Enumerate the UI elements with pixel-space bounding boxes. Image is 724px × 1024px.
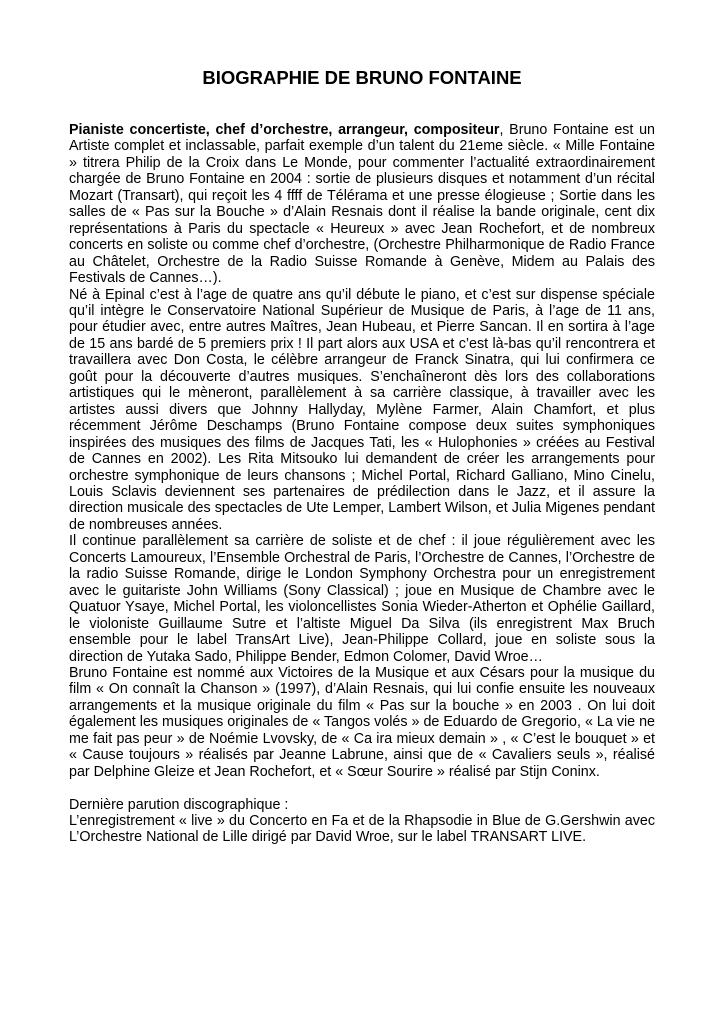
page-title: BIOGRAPHIE DE BRUNO FONTAINE [202, 67, 522, 88]
paragraph-soloist-career: Il continue parallèlement sa carrière de soliste et de chef : il joue régulièrement avec les Concerts Lamoureux, l’Ensemble Orchestral de Paris, l’Orchestre de Cannes, l’Orchestre de la radio Suisse Romande, dirige le London Symphony Orchestra pour un enregistrement avec le guitariste John Williams (Sony Classical) ; joue en Musique de Chambre avec le Quatuor Ysaye, Michel Portal, les violoncellistes Sonia Wieder-Atherton et Ophélie Gaillard, le violoniste Guillaume Sutre et l’altiste Miguel Da Silva (ils enregistrent Max Bruch ensemble pour le label TransArt Live), Jean-Philippe Collard, joue en soliste sous la direction de Yutaka Sado, Philippe Bender, Edmon Colomer, David Wroe… [69, 533, 655, 665]
paragraph-intro [69, 122, 655, 287]
paragraph-early-life: Né à Epinal c’est à l’age de quatre ans qu’il débute le piano, et c’est sur dispense spéciale qu’il intègre le Conservatoire National Supérieur de Musique de Paris, à l’age de 11 ans, pour étudier avec, entre autres Maîtres, Jean Hubeau, et Pierre Sancan. Il en sortira à l’age de 15 ans bardé de 5 premiers prix ! Il part alors aux USA et c’est là-bas qu’il rencontrera et travaillera avec Don Costa, le célèbre arrangeur de Franck Sinatra, qui lui confirmera ce goût pour la découverte d’autres musiques. S’enchaîneront dès lors des collaborations artistiques qui le mèneront, parallèlement à sa carrière classique, à travailler avec les artistes aussi divers que Johnny Hallyday, Mylène Farmer, Alain Chamfort, et plus récemment Jérôme Deschamps (Bruno Fontaine compose deux suites symphoniques inspirées des musiques des films de Jacques Tati, les « Hulophonies » créées au Festival de Cannes en 2002). Les Rita Mitsouko lui demandent de créer les arrangements pour orchestre symphonique de leurs chansons ; Michel Portal, Richard Galliano, Mino Cinelu, Louis Sclavis deviennent ses partenaires de prédilection dans le Jazz, et il assure la direction musicale des spectacles de Ute Lemper, Lambert Wilson, et Julia Migenes pendant de nombreuses années. [69, 286, 655, 533]
biography-body [69, 122, 655, 846]
discography-heading: Dernière parution discographique : [69, 796, 289, 813]
intro-lead: Pianiste concertiste, chef d’orchestre, arrangeur, compositeur [69, 122, 500, 138]
paragraph-film-music: Bruno Fontaine est nommé aux Victoires de la Musique et aux Césars pour la musique du film « On connaît la Chanson » (1997), d’Alain Resnais, qui lui confie ensuite les nouveaux arrangements et la musique originale du film « Pas sur la bouche » en 2003 . On lui doit également les musiques originales de « Tangos volés » de Eduardo de Gregorio, « La vie ne me fait pas peur » de Noémie Lvovsky, de « Ca ira mieux demain » , « C’est le bouquet » et « Cause toujours » réalisés par Jeanne Labrune, ainsi que de « Cavaliers seuls », réalisé par Delphine Gleize et Jean Rochefort, et « Sœur Sourire » réalisé par Stijn Coninx. [69, 664, 655, 780]
spacer [69, 780, 655, 796]
discography-text: L’enregistrement « live » du Concerto en Fa et de la Rhapsodie in Blue de G.Gershwin avec L’Orchestre National de Lille dirigé par David Wroe, sur le label TRANSART LIVE. [69, 813, 655, 846]
intro-text: , Bruno Fontaine est un Artiste complet et inclassable, parfait exemple d’un talent du 21eme siècle. « Mille Fontaine » titrera Philip de la Croix dans Le Monde, pour commenter l’actualité extraordinairement chargée de Bruno Fontaine en 2004 : sortie de plusieurs disques et notamment d’un récital Mozart (Transart), qui reçoit les 4 ffff de Télérama et une presse élogieuse ; Sortie dans les salles de « Pas sur la Bouche » d’Alain Resnais dont il réalise la bande originale, cent dix représentations à Paris du spectacle « Heureux » avec Jean Rochefort, et de nombreux concerts en soliste ou comme chef d’orchestre, (Orchestre Philharmonique de Radio France au Châtelet, Orchestre de la Radio Suisse Romande à Genève, Midem au Palais des Festivals de Cannes…). [69, 122, 655, 287]
